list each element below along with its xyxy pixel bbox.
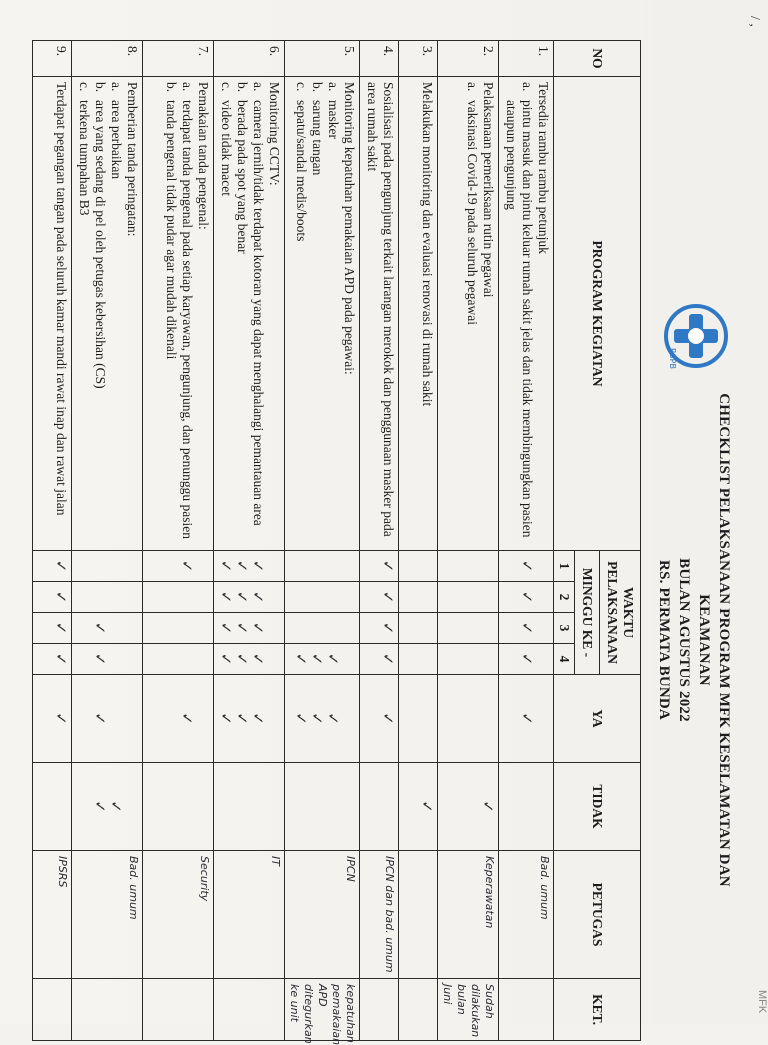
check-cell — [33, 613, 72, 644]
petugas-cell: Bad. umum — [72, 851, 143, 979]
row-title: Terdapat pegangan tangan pada seluruh kamar mandi rawat inap dan rawat jalan — [54, 82, 69, 516]
ket-cell: Sudah dilakukan bulan Juni — [438, 979, 499, 1041]
row-no: 6. — [214, 41, 285, 77]
col-waktu — [600, 551, 641, 675]
list-item: b. berada pada spot yang benar — [235, 82, 250, 254]
check-cell — [214, 613, 285, 644]
title-line-2: BULAN AGUSTUS 2022 — [676, 558, 692, 722]
list-item: c. terkena tumpahan B3 — [77, 82, 92, 216]
check-icon: ✓ — [91, 712, 109, 725]
check-cell — [33, 582, 72, 613]
ya-cell — [143, 675, 214, 763]
check-cell — [72, 644, 143, 675]
check-cell — [499, 551, 554, 582]
check-icon: ✓ — [379, 559, 397, 573]
week-3: 3 — [554, 613, 575, 644]
ket-cell — [499, 979, 554, 1041]
petugas-cell: Security — [143, 851, 214, 979]
list-item: b. tanda pengenal tidak pudar agar mudah dikenali — [164, 82, 179, 360]
tidak-cell — [72, 763, 143, 851]
check-icon: ✓ — [292, 652, 310, 666]
row-program — [499, 77, 554, 551]
check-icon: ✓ — [479, 800, 497, 813]
list-item: a. masker — [326, 82, 341, 139]
check-icon: ✓ — [324, 712, 342, 725]
week-1: 1 — [554, 551, 575, 582]
check-icon: ✓ — [178, 559, 196, 573]
petugas-cell: IPCN — [285, 851, 360, 979]
check-icon: ✓ — [518, 621, 536, 635]
petugas-cell — [399, 851, 438, 979]
ket-cell — [214, 979, 285, 1041]
col-petugas: PETUGAS — [554, 851, 641, 979]
check-icon: ✓ — [249, 712, 267, 725]
check-icon: ✓ — [217, 590, 235, 604]
check-cell — [360, 551, 399, 582]
check-icon: ✓ — [217, 712, 235, 725]
check-icon: ✓ — [91, 621, 109, 635]
check-icon: ✓ — [379, 652, 397, 666]
check-icon: ✓ — [518, 652, 536, 666]
row-title: Pelaksanaan pemeriksaan rutin pegawai — [481, 82, 496, 298]
ket-cell — [360, 979, 399, 1041]
check-icon: ✓ — [379, 590, 397, 604]
table-row — [438, 41, 499, 1041]
check-cell — [214, 582, 285, 613]
check-icon: ✓ — [249, 652, 267, 666]
ket-cell — [72, 979, 143, 1041]
tidak-cell — [33, 763, 72, 851]
list-item: a. area perbaikan — [109, 82, 124, 180]
row-no: 8. — [72, 41, 143, 77]
list-item: a. camera jernih/tidak terdapat kotoran yang dapat menghalangi pemantauan area — [251, 82, 266, 526]
check-icon: ✓ — [217, 559, 235, 573]
check-icon: ✓ — [418, 800, 436, 813]
petugas-cell: IT — [214, 851, 285, 979]
list-item: c. sepatu/sandal medis/boots — [294, 82, 309, 242]
check-icon: ✓ — [91, 800, 109, 813]
check-icon: ✓ — [233, 652, 251, 666]
corner-label: MFK — [756, 990, 768, 1014]
check-icon: ✓ — [518, 712, 536, 725]
week-4: 4 — [554, 644, 575, 675]
table-row — [143, 41, 214, 1041]
ya-cell — [499, 675, 554, 763]
col-program: PROGRAM KEGIATAN — [554, 77, 641, 551]
check-icon: ✓ — [52, 652, 70, 666]
row-program — [360, 77, 399, 551]
ket-cell — [143, 979, 214, 1041]
check-icon: ✓ — [52, 712, 70, 725]
check-icon: ✓ — [233, 712, 251, 725]
ya-cell — [72, 675, 143, 763]
check-icon: ✓ — [233, 559, 251, 573]
col-tidak: TIDAK — [554, 763, 641, 851]
row-program — [399, 77, 438, 551]
tidak-cell — [285, 763, 360, 851]
check-cell — [33, 551, 72, 582]
table-row — [360, 41, 399, 1041]
row-title: Monitoring kepatuhan pemakaian APD pada pegawai: — [342, 82, 357, 375]
title-line-3: RS. PERMATA BUNDA — [656, 560, 672, 720]
check-icon: ✓ — [52, 559, 70, 573]
row-program — [214, 77, 285, 551]
check-icon: ✓ — [518, 590, 536, 604]
row-no: 1. — [499, 41, 554, 77]
row-title: Tersedia rambu rambu petunjuk — [536, 82, 551, 254]
petugas-cell: Bad. umum — [499, 851, 554, 979]
table-row — [33, 41, 72, 1041]
check-icon: ✓ — [217, 652, 235, 666]
pen-mark: / , — [747, 16, 762, 27]
list-item: b. sarung tangan — [310, 82, 325, 176]
ya-cell — [214, 675, 285, 763]
check-cell — [360, 613, 399, 644]
row-no: 3. — [399, 41, 438, 77]
check-cell — [72, 613, 143, 644]
row-program — [72, 77, 143, 551]
check-cell — [214, 551, 285, 582]
check-cell — [360, 582, 399, 613]
tidak-cell — [214, 763, 285, 851]
col-no: NO — [554, 41, 641, 77]
checklist-table — [32, 40, 641, 1045]
check-icon: ✓ — [308, 712, 326, 725]
row-title: Melakukan monitoring dan evaluasi renovasi di rumah sakit — [420, 82, 435, 407]
waktu-line2: PELAKSANAAN — [605, 561, 620, 664]
document-header — [644, 0, 744, 1024]
row-no: 2. — [438, 41, 499, 77]
check-icon: ✓ — [249, 590, 267, 604]
check-cell — [499, 644, 554, 675]
check-icon: ✓ — [292, 712, 310, 725]
week-2: 2 — [554, 582, 575, 613]
petugas-cell: Keperawatan — [438, 851, 499, 979]
check-icon: ✓ — [233, 590, 251, 604]
check-icon: ✓ — [379, 712, 397, 725]
ya-cell — [33, 675, 72, 763]
row-no: 5. — [285, 41, 360, 77]
table-row — [285, 41, 360, 1041]
svg-text:RSPB: RSPB — [668, 348, 677, 369]
row-program — [438, 77, 499, 551]
list-item: b. area yang sedang di pel oleh petugas kebersihan (CS) — [93, 82, 108, 389]
check-icon: ✓ — [52, 621, 70, 635]
row-program — [285, 77, 360, 551]
table-row — [214, 41, 285, 1041]
list-item: a. terdapat tanda pengenal pada setiap karyawan, pengunjung, dan penunggu pasien — [180, 82, 195, 539]
check-icon: ✓ — [107, 800, 125, 813]
row-title: Pemakaian tanda pengenal: — [196, 82, 211, 230]
table-row — [399, 41, 438, 1041]
check-icon: ✓ — [178, 712, 196, 725]
waktu-line1: WAKTU — [621, 587, 636, 639]
check-icon: ✓ — [91, 652, 109, 666]
check-icon: ✓ — [249, 559, 267, 573]
check-cell — [33, 644, 72, 675]
row-no: 9. — [33, 41, 72, 77]
check-icon: ✓ — [249, 621, 267, 635]
hospital-logo-icon — [660, 300, 732, 372]
ya-cell — [399, 675, 438, 763]
check-icon: ✓ — [379, 621, 397, 635]
tidak-cell — [399, 763, 438, 851]
check-icon: ✓ — [324, 652, 342, 666]
check-cell — [285, 644, 360, 675]
row-title: Monitoring CCTV: — [267, 82, 282, 186]
ket-cell — [33, 979, 72, 1041]
row-program — [33, 77, 72, 551]
document-title — [654, 380, 734, 900]
table-row — [499, 41, 554, 1041]
title-line-1: CHECKLIST PELAKSANAAN PROGRAM MFK KESELAMATAN DAN KEAMANAN — [696, 393, 732, 887]
check-icon: ✓ — [518, 559, 536, 573]
list-item: a. pintu masuk dan pintu keluar rumah sakit jelas dan tidak membingungkan pasien ataupun pengunjung — [504, 82, 535, 538]
ya-cell — [285, 675, 360, 763]
tidak-cell — [360, 763, 399, 851]
check-cell — [499, 582, 554, 613]
petugas-cell: IPSRS — [33, 851, 72, 979]
check-cell — [499, 613, 554, 644]
list-item: a. vaksinasi Covid-19 pada seluruh pegawai — [465, 82, 480, 325]
list-item: c. video tidak macet — [219, 82, 234, 196]
ya-cell — [438, 675, 499, 763]
ket-cell — [399, 979, 438, 1041]
row-title: Sosialisasi pada pengunjung terkait larangan merokok dan penggunaan masker pada area rumah sakit — [365, 82, 396, 537]
check-icon: ✓ — [233, 621, 251, 635]
col-minggu: MINGGU KE - — [575, 551, 600, 675]
tidak-cell — [438, 763, 499, 851]
check-cell — [214, 644, 285, 675]
ya-cell — [360, 675, 399, 763]
col-ket: KET. — [554, 979, 641, 1041]
row-title: Pemberian tanda peringatan: — [125, 82, 140, 237]
row-no: 7. — [143, 41, 214, 77]
ket-cell: kepatuhan pemakaian APD ditegurkan ke unit — [285, 979, 360, 1041]
check-icon: ✓ — [217, 621, 235, 635]
check-cell — [360, 644, 399, 675]
table-row — [72, 41, 143, 1041]
check-icon: ✓ — [52, 590, 70, 604]
petugas-cell: IPCN dan bad. umum — [360, 851, 399, 979]
row-program — [143, 77, 214, 551]
tidak-cell — [143, 763, 214, 851]
col-ya: YA — [554, 675, 641, 763]
row-no: 4. — [360, 41, 399, 77]
check-cell — [143, 551, 214, 582]
tidak-cell — [499, 763, 554, 851]
check-icon: ✓ — [308, 652, 326, 666]
